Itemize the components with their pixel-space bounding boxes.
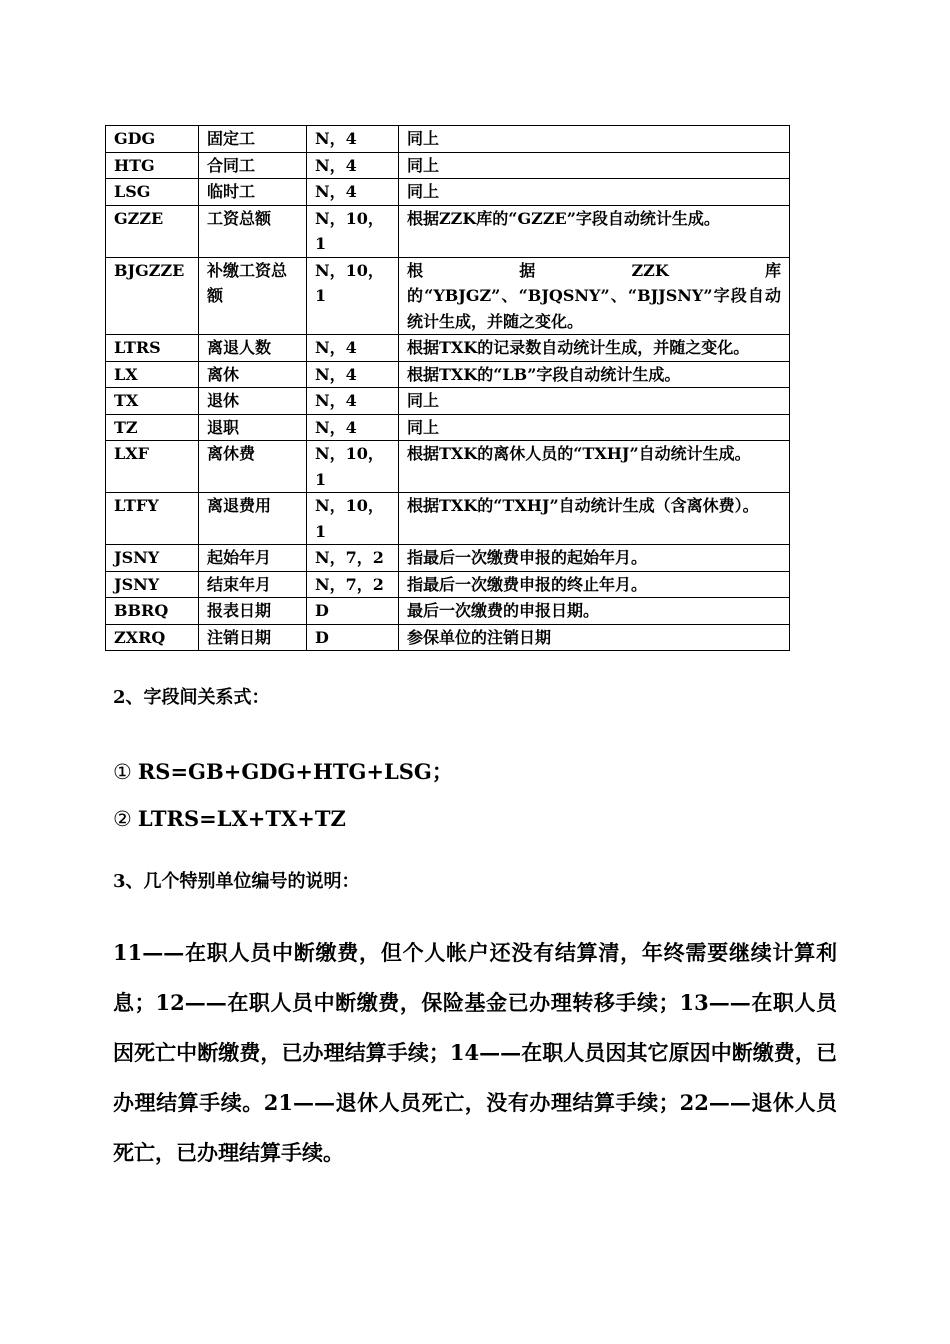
field-type: N，4 [307, 179, 399, 206]
field-type: N，4 [307, 152, 399, 179]
field-code: ZXRQ [106, 624, 199, 651]
table-row [106, 335, 790, 362]
table-row [106, 571, 790, 598]
field-name: 离休费 [199, 441, 307, 493]
field-type: N，10，1 [307, 257, 399, 335]
field-type: N，10，1 [307, 493, 399, 545]
special-unit-codes-paragraph: 11——在职人员中断缴费，但个人帐户还没有结算清，年终需要继续计算利息；12——在职人员中断缴费，保险基金已办理转移手续；13——在职人员因死亡中断缴费，已办理结算手续；14——在职人员因其它原因中断缴费，已办理结算手续。21——退休人员死亡，没有办理结算手续；22——退休人员死亡，已办理结算手续。 [113, 940, 837, 1165]
field-type: N，4 [307, 335, 399, 362]
field-description: 根据ZZK库的“GZZE”字段自动统计生成。 [399, 205, 790, 257]
field-description: 根据TXK的“TXHJ”自动统计生成（含离休费）。 [399, 493, 790, 545]
field-code: GDG [106, 126, 199, 153]
formula-1-text: RS=GB+GDG+HTG+LSG； [137, 759, 453, 784]
field-code: LX [106, 361, 199, 388]
field-code: HTG [106, 152, 199, 179]
field-description: 指最后一次缴费申报的终止年月。 [399, 571, 790, 598]
field-description: 最后一次缴费的申报日期。 [399, 598, 790, 625]
field-name: 结束年月 [199, 571, 307, 598]
table-row [106, 441, 790, 493]
field-description: 根据TXK的记录数自动统计生成，并随之变化。 [399, 335, 790, 362]
field-description: 同上 [399, 388, 790, 415]
field-name: 起始年月 [199, 545, 307, 572]
field-type: N，7，2 [307, 545, 399, 572]
field-name: 报表日期 [199, 598, 307, 625]
field-type: N，4 [307, 361, 399, 388]
field-type: D [307, 598, 399, 625]
table-row [106, 545, 790, 572]
field-description: 同上 [399, 152, 790, 179]
field-name: 退休 [199, 388, 307, 415]
field-type: N，4 [307, 414, 399, 441]
field-type: N，4 [307, 126, 399, 153]
table-row [106, 179, 790, 206]
field-description: 指最后一次缴费申报的起始年月。 [399, 545, 790, 572]
field-type: N，10，1 [307, 441, 399, 493]
field-description: 根据TXK的离休人员的“TXHJ”自动统计生成。 [399, 441, 790, 493]
field-code: LTFY [106, 493, 199, 545]
circled-number-1: ① [113, 760, 132, 784]
field-name: 离退人数 [199, 335, 307, 362]
table-row [106, 257, 790, 335]
table-row [106, 126, 790, 153]
table-row [106, 205, 790, 257]
field-description: 同上 [399, 126, 790, 153]
field-type: N，10，1 [307, 205, 399, 257]
field-name: 退职 [199, 414, 307, 441]
field-code: BBRQ [106, 598, 199, 625]
table-row [106, 388, 790, 415]
field-code: JSNY [106, 545, 199, 572]
field-code: TZ [106, 414, 199, 441]
table-row [106, 493, 790, 545]
field-code: LXF [106, 441, 199, 493]
field-code: TX [106, 388, 199, 415]
formula-2 [113, 806, 346, 831]
field-description: 根据TXK的“LB”字段自动统计生成。 [399, 361, 790, 388]
table-row [106, 624, 790, 651]
table-row [106, 598, 790, 625]
field-code: LSG [106, 179, 199, 206]
table-row [106, 152, 790, 179]
field-name: 离休 [199, 361, 307, 388]
field-description: 根据ZZK库的“YBJGZ”、“BJQSNY”、“BJJSNY”字段自动统计生成，并随之变化。 [399, 257, 790, 335]
formula-1 [113, 756, 453, 786]
table-row [106, 414, 790, 441]
field-name: 临时工 [199, 179, 307, 206]
field-name: 注销日期 [199, 624, 307, 651]
formula-2-text: LTRS=LX+TX+TZ [137, 806, 346, 831]
field-code: GZZE [106, 205, 199, 257]
field-definition-table [105, 125, 790, 651]
field-code: JSNY [106, 571, 199, 598]
section-2-heading: 2、字段间关系式： [113, 687, 270, 708]
field-name: 合同工 [199, 152, 307, 179]
field-code: BJGZZE [106, 257, 199, 335]
field-description: 同上 [399, 179, 790, 206]
field-description: 参保单位的注销日期 [399, 624, 790, 651]
field-type: D [307, 624, 399, 651]
field-type: N，4 [307, 388, 399, 415]
field-name: 补缴工资总额 [199, 257, 307, 335]
circled-number-2: ② [113, 807, 132, 831]
field-description: 同上 [399, 414, 790, 441]
table-row [106, 361, 790, 388]
field-name: 固定工 [199, 126, 307, 153]
field-code: LTRS [106, 335, 199, 362]
field-name: 工资总额 [199, 205, 307, 257]
field-type: N，7，2 [307, 571, 399, 598]
section-3-heading: 3、几个特别单位编号的说明： [113, 871, 360, 892]
field-name: 离退费用 [199, 493, 307, 545]
